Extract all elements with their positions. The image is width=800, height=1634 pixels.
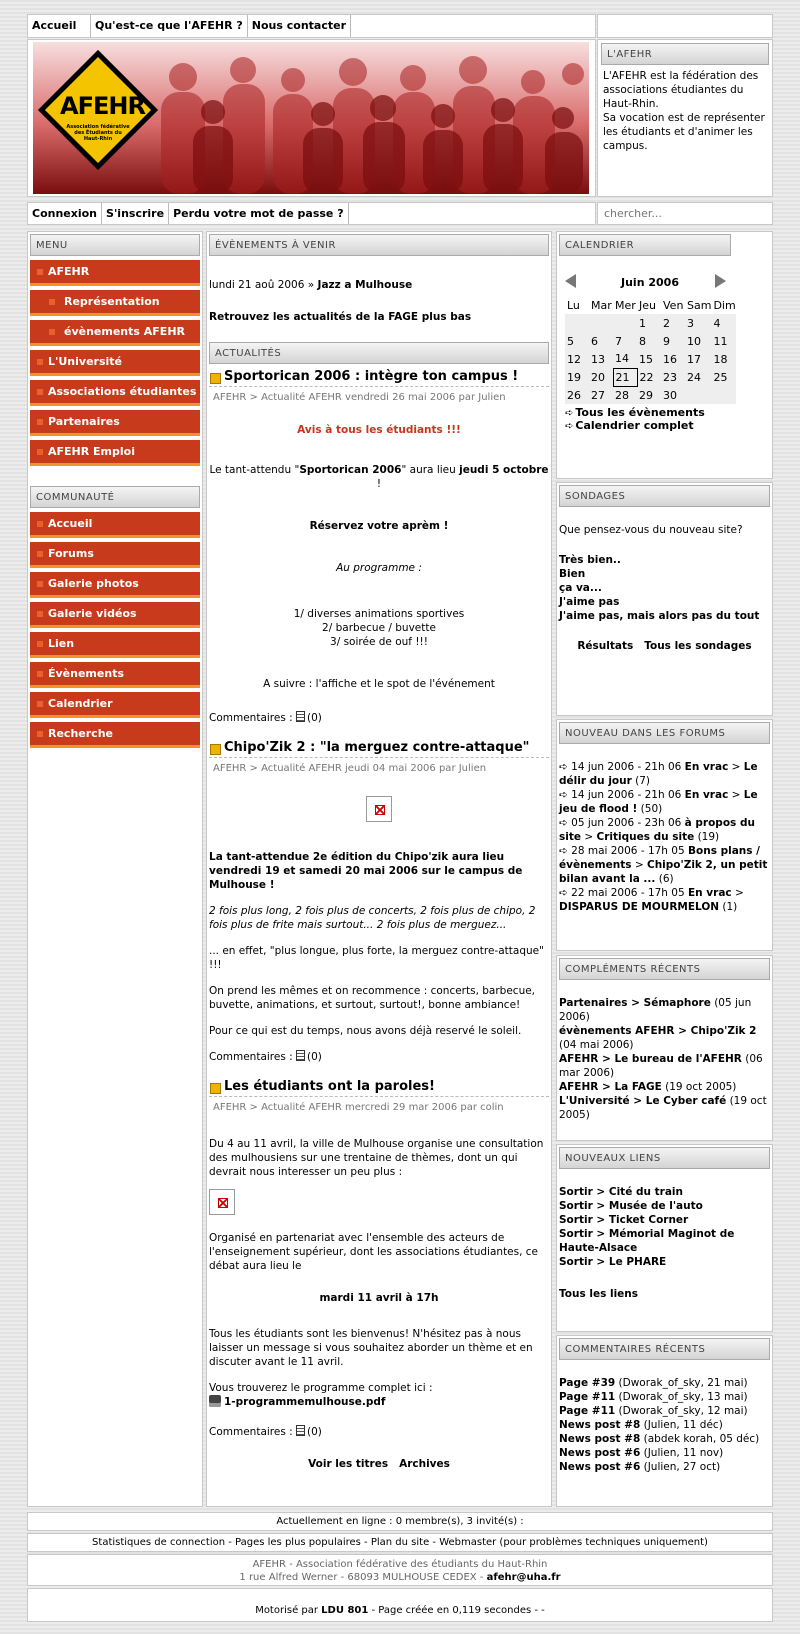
link-section[interactable]: Sortir (559, 1214, 593, 1226)
forum-count: (50) (637, 803, 663, 815)
calendar-day[interactable]: 4 (711, 314, 735, 332)
calendar-day[interactable]: 24 (685, 368, 711, 386)
calendar-day[interactable]: 8 (637, 332, 661, 350)
poll-option[interactable]: J'aime pas (559, 596, 620, 608)
comments-list (559, 1376, 770, 1474)
forum-category[interactable]: Bons plans / évènements (559, 845, 761, 871)
complements-box (556, 955, 773, 1141)
calendar-day[interactable]: 28 (613, 386, 637, 404)
forum-topic[interactable]: DISPARUS DE MOURMELON (559, 901, 720, 913)
forum-count: (1) (719, 901, 738, 913)
forum-category[interactable]: En vrac (688, 887, 732, 899)
community-item-videos[interactable]: Galerie vidéos (30, 602, 200, 628)
forum-count: (7) (631, 775, 651, 787)
forum-item[interactable] (559, 886, 770, 914)
calendar-day[interactable]: 17 (685, 350, 711, 368)
menu-title: MENU (30, 234, 200, 256)
complement-name[interactable]: Le bureau de l'AFEHR (614, 1053, 742, 1065)
complement-date: (04 mai 2006) (559, 1039, 634, 1051)
article-3-image (209, 1189, 549, 1219)
community-item-forums[interactable]: Forums (30, 542, 200, 568)
menu-item-jobs[interactable]: AFEHR Emploi (30, 440, 200, 466)
article-3-p2: Organisé en partenariat avec l'ensemble des acteurs de l'enseignement supérieur, dont les associations étudiantes, ce débat aura lieu le (209, 1232, 539, 1272)
article-1-p2: Réservez votre aprèm ! (309, 520, 449, 532)
forum-item[interactable] (559, 760, 770, 788)
link-item[interactable] (559, 1213, 770, 1227)
calendar-day[interactable]: 26 (565, 386, 589, 404)
calendar-day[interactable]: 13 (589, 350, 613, 368)
article-1-list: 1/ diverses animations sportives 2/ barbecue / buvette 3/ soirée de ouf !!! (293, 608, 465, 648)
nav-home[interactable]: Accueil (28, 15, 91, 37)
article-1-p1: Le tant-attendu "Sportorican 2006" aura lieu jeudi 5 octobre ! (209, 464, 549, 490)
menu-item-representation[interactable]: Représentation (30, 290, 200, 316)
forum-date: 14 jun 2006 - 21h 06 (571, 761, 685, 773)
disk-icon (209, 1395, 221, 1407)
complement-date: (05 jun 2006) (559, 997, 752, 1023)
link-section[interactable]: Sortir (559, 1186, 593, 1198)
online-bar: Actuellement en ligne : 0 membre(s), 3 invité(s) : (27, 1512, 773, 1531)
poll-results-link[interactable]: Résultats (577, 640, 634, 652)
forums-box (556, 719, 773, 951)
complement-item[interactable] (559, 1080, 770, 1094)
article-2-p3: ... en effet, "plus longue, plus forte, la merguez contre-attaque" !!! (209, 945, 544, 971)
comment-info: (abdek korah, 05 déc) (640, 1433, 760, 1445)
community-title: COMMUNAUTÉ (30, 486, 200, 508)
comment-item[interactable] (559, 1376, 770, 1390)
link-name[interactable]: Ticket Corner (608, 1214, 689, 1226)
article-1-title[interactable]: Sportorican 2006 : intègre ton campus ! (209, 370, 549, 384)
article-1-p3: Au programme : (336, 562, 422, 574)
forum-date: 14 jun 2006 - 21h 06 (571, 789, 685, 801)
calendar-box (556, 231, 773, 479)
poll-option[interactable]: J'aime pas, mais alors pas du tout (559, 610, 760, 622)
svg-text:AFEHR: AFEHR (60, 92, 145, 120)
complement-section[interactable]: évènements AFEHR (559, 1025, 675, 1037)
comment-page[interactable]: News post #6 (559, 1447, 641, 1459)
calendar-day[interactable]: 18 (711, 350, 735, 368)
menu-item-associations[interactable]: Associations étudiantes (30, 380, 200, 406)
sep: > (592, 1256, 609, 1268)
calendar-day[interactable]: 16 (661, 350, 685, 368)
complement-item[interactable] (559, 1052, 770, 1080)
complement-date: (19 oct 2005) (661, 1081, 737, 1093)
links-title: NOUVEAUX LIENS (559, 1147, 770, 1169)
comment-icon (296, 1050, 305, 1061)
link-section[interactable]: Sortir (559, 1228, 593, 1240)
svg-text:Haut-Rhin: Haut-Rhin (83, 136, 113, 142)
complement-section[interactable]: Partenaires (559, 997, 628, 1009)
link-item[interactable] (559, 1199, 770, 1213)
forum-topic[interactable]: Le jeu de flood ! (559, 789, 758, 815)
comments-title: COMMENTAIRES RÉCENTS (559, 1338, 770, 1360)
footer-address: AFEHR - Association fédérative des étudiants du Haut-Rhin 1 rue Alfred Werner - 68093 MULHOUSE CEDEX - afehr@uha.fr (27, 1554, 773, 1586)
comment-info: (Julien, 27 oct) (640, 1461, 721, 1473)
register-link[interactable]: S'inscrire (102, 203, 169, 224)
calendar-day[interactable]: 19 (565, 368, 589, 386)
comment-page[interactable]: Page #11 (559, 1405, 616, 1417)
broken-image-icon (366, 796, 392, 822)
poll-option[interactable]: Très bien.. (559, 554, 621, 566)
article-2-p5: Pour ce qui est du temps, nous avons déjà reservé le soleil. (209, 1025, 522, 1037)
community-item-links[interactable]: Lien (30, 632, 200, 658)
sep: > (627, 997, 644, 1009)
menu-item-afehr[interactable]: AFEHR (30, 260, 200, 286)
link-name[interactable]: Cité du train (608, 1186, 683, 1198)
links-box (556, 1144, 773, 1332)
news-title: ACTUALITÉS (209, 342, 549, 364)
menu-item-events-afehr[interactable]: évènements AFEHR (30, 320, 200, 346)
complement-section[interactable]: AFEHR (559, 1081, 599, 1093)
main-menu (30, 260, 200, 466)
forums-list (559, 760, 770, 914)
sep: > (674, 1025, 691, 1037)
calendar-day[interactable]: 7 (613, 332, 637, 350)
archives-link[interactable]: Archives (399, 1458, 450, 1470)
comment-info: (Julien, 11 nov) (640, 1447, 724, 1459)
banner (27, 39, 596, 197)
article-3-title[interactable]: Les étudiants ont la paroles! (209, 1080, 549, 1094)
complement-name[interactable]: La FAGE (614, 1081, 662, 1093)
community-item-photos[interactable]: Galerie photos (30, 572, 200, 598)
article-3-comments[interactable]: Commentaires : (0) (209, 1426, 322, 1438)
sep: > (592, 1186, 609, 1198)
link-name[interactable]: Le PHARE (608, 1256, 667, 1268)
poll-links (559, 639, 770, 653)
footer-powered: Motorisé par LDU 801 - Page créée en 0,119 secondes - - (27, 1588, 773, 1622)
article-3-file[interactable]: 1-programmemulhouse.pdf (209, 1395, 549, 1409)
sep: > (631, 859, 647, 871)
forum-date: 28 mai 2006 - 17h 05 (571, 845, 688, 857)
calendar-day-header: Mer (615, 298, 636, 312)
all-events-link[interactable]: ➪ Tous les évènements (565, 406, 705, 419)
complement-name[interactable]: Sémaphore (643, 997, 711, 1009)
calendar-day[interactable]: 25 (711, 368, 735, 386)
link-item[interactable] (559, 1227, 770, 1255)
poll-option[interactable]: ça va... (559, 582, 602, 594)
calendar-title: CALENDRIER (559, 234, 731, 256)
footer-links[interactable]: Statistiques de connection - Pages les plus populaires - Plan du site - Webmaster (pour problèmes techniques uniquement) (27, 1533, 773, 1552)
forum-item[interactable] (559, 816, 770, 844)
sep: > (728, 761, 744, 773)
prev-month-icon[interactable] (565, 274, 576, 288)
article-3-p5: Vous trouverez le programme complet ici : (209, 1382, 433, 1394)
complement-name[interactable]: Chipo'Zik 2 (690, 1025, 757, 1037)
menu-item-university[interactable]: L'Université (30, 350, 200, 376)
calendar-day-header: Mar (591, 298, 612, 312)
comment-icon (296, 1425, 305, 1436)
upcoming-event[interactable]: lundi 21 aoû 2006 » Jazz a Mulhouse (209, 279, 413, 291)
sep: > (592, 1228, 609, 1240)
nav-contact[interactable]: Nous contacter (248, 15, 351, 37)
article-2-p2: 2 fois plus long, 2 fois plus de concerts, 2 fois plus de chipo, 2 fois plus de frite mais surtout... 2 fois plus de merguez... (209, 905, 536, 931)
calendar-day-header: Jeu (639, 298, 656, 312)
comment-page[interactable]: Page #11 (559, 1391, 616, 1403)
all-polls-link[interactable]: Tous les sondages (644, 640, 752, 652)
top-nav-right (597, 14, 773, 38)
polls-title: SONDAGES (559, 485, 770, 507)
forum-category[interactable]: à propos du site (559, 817, 755, 843)
forum-count: (19) (694, 831, 720, 843)
svg-text:Association fédérative: Association fédérative (66, 124, 130, 130)
comment-info: (Dworak_of_sky, 13 mai) (615, 1391, 748, 1403)
comment-info: (Dworak_of_sky, 12 mai) (615, 1405, 748, 1417)
calendar-day[interactable]: 1 (637, 314, 661, 332)
community-item-home[interactable]: Accueil (30, 512, 200, 538)
link-name[interactable]: Mémorial Maginot de Haute-Alsace (559, 1228, 735, 1254)
top-nav (27, 14, 596, 38)
article-2-comments[interactable]: Commentaires : (0) (209, 1051, 322, 1063)
sep: > (629, 1095, 646, 1107)
comment-page[interactable]: News post #8 (559, 1433, 641, 1445)
forum-category[interactable]: En vrac (684, 761, 729, 773)
community-item-events[interactable]: Évènements (30, 662, 200, 688)
poll-option[interactable]: Bien (559, 568, 586, 580)
comment-item[interactable] (559, 1460, 770, 1474)
forum-topic[interactable]: Le délir du jour (559, 761, 758, 787)
user-nav (27, 202, 596, 225)
calendar-day[interactable]: 21 (613, 368, 637, 386)
arrow-right-icon: ➪ (559, 761, 572, 773)
comment-icon (296, 711, 305, 722)
arrow-right-icon: ➪ (559, 789, 572, 801)
complements-title: COMPLÉMENTS RÉCENTS (559, 958, 770, 980)
calendar-day[interactable]: 23 (661, 368, 685, 386)
link-section[interactable]: Sortir (559, 1256, 593, 1268)
comment-info: (Julien, 11 déc) (640, 1419, 723, 1431)
calendar-grid (565, 296, 736, 404)
left-column (27, 231, 203, 1507)
calendar-empty (711, 386, 735, 404)
comments-box (556, 1335, 773, 1507)
calendar-empty (613, 314, 637, 332)
calendar-day-header: Dim (713, 298, 736, 312)
complement-date: (06 mar 2006) (559, 1053, 763, 1079)
calendar-empty (565, 314, 589, 332)
arrow-right-icon: ➪ (565, 408, 574, 419)
about-title: L'AFEHR (601, 43, 769, 65)
link-item[interactable] (559, 1185, 770, 1199)
comment-item[interactable] (559, 1404, 770, 1418)
calendar-day[interactable]: 9 (661, 332, 685, 350)
complements-list (559, 996, 770, 1122)
article-3-p1: Du 4 au 11 avril, la ville de Mulhouse organise une consultation des mulhousiens sur une trentaine de thèmes, dont un qui devrait nous interesser un peu plus : (209, 1138, 544, 1178)
polls-box (556, 482, 773, 716)
login-link[interactable]: Connexion (28, 203, 102, 224)
fage-notice: Retrouvez les actualités de la FAGE plus bas (209, 311, 472, 323)
calendar-day[interactable]: 2 (661, 314, 685, 332)
calendar-day[interactable]: 12 (565, 350, 589, 368)
events-title: ÉVÈNEMENTS À VENIR (209, 234, 549, 256)
forum-date: 22 mai 2006 - 17h 05 (571, 887, 688, 899)
calendar-empty (589, 314, 613, 332)
ldu-link[interactable]: LDU 801 (321, 1605, 369, 1616)
menu-item-partners[interactable]: Partenaires (30, 410, 200, 436)
arrow-right-icon: ➪ (559, 887, 572, 899)
article-3-meta: AFEHR > Actualité AFEHR mercredi 29 mar 2006 par colin (209, 1096, 549, 1115)
complement-date: (19 oct 2005) (559, 1095, 767, 1121)
article-1-comments[interactable]: Commentaires : (0) (209, 712, 322, 724)
view-titles-link[interactable]: Voir les titres (308, 1458, 389, 1470)
search-box (597, 202, 773, 225)
poll-question: Que pensez-vous du nouveau site? (559, 524, 743, 536)
sep: > (598, 1053, 615, 1065)
calendar-empty (685, 386, 711, 404)
article-2-title[interactable]: Chipo'Zik 2 : "la merguez contre-attaque" (209, 741, 549, 755)
calendar-day-header: Sam (687, 298, 712, 312)
comment-item[interactable] (559, 1390, 770, 1404)
community-item-search[interactable]: Recherche (30, 722, 200, 748)
comment-page[interactable]: Page #39 (559, 1377, 616, 1389)
svg-text:des Étudiants du: des Étudiants du (74, 130, 122, 136)
broken-image-icon (209, 1189, 235, 1215)
sep: > (598, 1081, 615, 1093)
comment-info: (Dworak_of_sky, 21 mai) (615, 1377, 748, 1389)
arrow-right-icon: ➪ (559, 845, 572, 857)
forum-topic[interactable]: Chipo'Zik 2, un petit bilan avant la ... (559, 859, 768, 885)
comment-item[interactable] (559, 1418, 770, 1432)
forum-count: (6) (655, 873, 674, 885)
article-2-p4: On prend les mêmes et on recommence : concerts, barbecue, buvette, animations, et surtout, surtout!, bonne ambiance! (209, 985, 536, 1011)
poll-options (559, 553, 770, 623)
forum-item[interactable] (559, 844, 770, 886)
sep: > (728, 789, 744, 801)
comment-page[interactable]: News post #8 (559, 1419, 641, 1431)
calendar-day[interactable]: 14 (613, 350, 637, 368)
all-links-link[interactable]: Tous les liens (559, 1288, 639, 1300)
article-3-p4: Tous les étudiants sont les bienvenus! N'hésitez pas à nous laisser un message si vous souhaitez aborder un thème et en discuter avant le 11 avril. (209, 1328, 533, 1368)
email-link[interactable]: afehr@uha.fr (486, 1572, 561, 1583)
calendar-day[interactable]: 6 (589, 332, 613, 350)
comment-item[interactable] (559, 1432, 770, 1446)
calendar-month: Juin 2006 (621, 276, 679, 289)
forum-category[interactable]: En vrac (684, 789, 729, 801)
about-text-2: Sa vocation est de représenter les étudiants et d'animer les campus. (603, 112, 765, 152)
calendar-day[interactable]: 3 (685, 314, 711, 332)
article-2-image (209, 796, 549, 826)
complement-name[interactable]: Le Cyber café (645, 1095, 727, 1107)
article-1-meta: AFEHR > Actualité AFEHR vendredi 26 mai 2006 par Julien (209, 386, 549, 405)
comment-item[interactable] (559, 1446, 770, 1460)
sep: > (581, 831, 597, 843)
complement-item[interactable] (559, 1024, 770, 1052)
banner-image (33, 42, 589, 194)
full-calendar-link[interactable]: ➪ Calendrier complet (565, 419, 694, 432)
calendar-day[interactable]: 15 (637, 350, 661, 368)
community-item-calendar[interactable]: Calendrier (30, 692, 200, 718)
link-section[interactable]: Sortir (559, 1200, 593, 1212)
links-list (559, 1185, 770, 1269)
community-menu (30, 512, 200, 748)
forum-date: 05 jun 2006 - 23h 06 (571, 817, 685, 829)
complement-section[interactable]: AFEHR (559, 1053, 599, 1065)
arrow-right-icon: ➪ (559, 817, 572, 829)
article-3-p3: mardi 11 avril à 17h (319, 1292, 439, 1304)
forums-title: NOUVEAU DANS LES FORUMS (559, 722, 770, 744)
article-1-p4: A suivre : l'affiche et le spot de l'événement (263, 678, 495, 690)
sep: > (592, 1200, 609, 1212)
link-item[interactable] (559, 1255, 770, 1269)
calendar-day[interactable]: 27 (589, 386, 613, 404)
complement-item[interactable] (559, 996, 770, 1024)
news-more (209, 1457, 549, 1471)
about-box (597, 39, 773, 197)
arrow-right-icon: ➪ (565, 421, 574, 432)
sep: > (731, 887, 744, 899)
lost-password-link[interactable]: Perdu votre mot de passe ? (169, 203, 349, 224)
nav-about[interactable]: Qu'est-ce que l'AFEHR ? (91, 15, 248, 37)
calendar-day[interactable]: 29 (637, 386, 661, 404)
search-input[interactable] (598, 203, 772, 224)
calendar-day-header: Ven (663, 298, 684, 312)
calendar-day-header: Lu (567, 298, 580, 312)
article-2-p1: La tant-attendue 2e édition du Chipo'zik aura lieu vendredi 19 et samedi 20 mai 2006 sur le campus de Mulhouse ! (209, 851, 523, 891)
sep: > (592, 1214, 609, 1226)
next-month-icon[interactable] (715, 274, 726, 288)
comment-page[interactable]: News post #6 (559, 1461, 641, 1473)
link-name[interactable]: Musée de l'auto (608, 1200, 703, 1212)
calendar-day[interactable]: 11 (711, 332, 735, 350)
calendar-day[interactable]: 22 (637, 368, 661, 386)
calendar-day[interactable]: 10 (685, 332, 711, 350)
complement-item[interactable] (559, 1094, 770, 1122)
calendar-day[interactable]: 30 (661, 386, 685, 404)
calendar-day[interactable]: 5 (565, 332, 589, 350)
forum-topic[interactable]: Critiques du site (596, 831, 695, 843)
article-1-alert: Avis à tous les étudiants !!! (297, 424, 461, 436)
forum-item[interactable] (559, 788, 770, 816)
calendar-day[interactable]: 20 (589, 368, 613, 386)
article-2-meta: AFEHR > Actualité AFEHR jeudi 04 mai 2006 par Julien (209, 757, 549, 776)
about-text-1: L'AFEHR est la fédération des associations étudiantes du Haut-Rhin. (603, 70, 759, 110)
center-column (206, 231, 552, 1507)
complement-section[interactable]: L'Université (559, 1095, 630, 1107)
